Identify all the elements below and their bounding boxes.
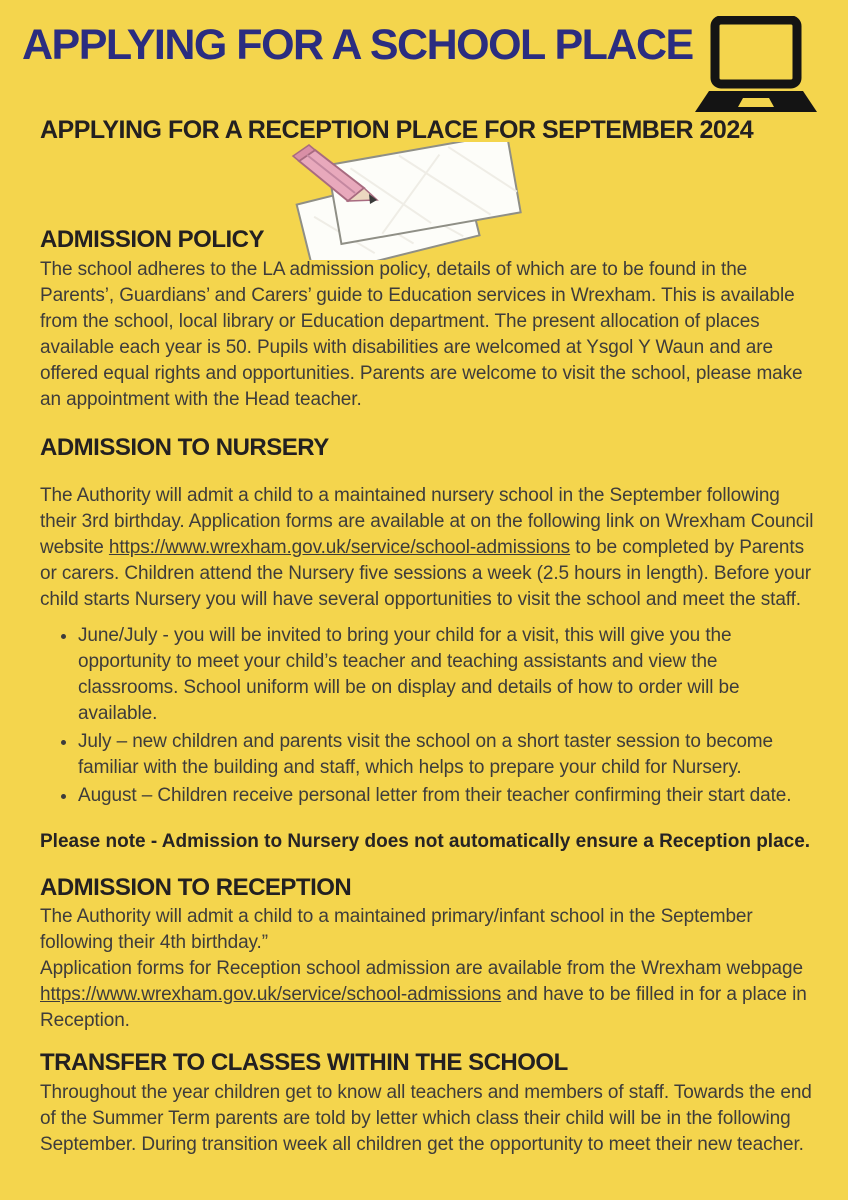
page-subtitle: APPLYING FOR A RECEPTION PLACE FOR SEPTEMBER 2024 [40, 116, 754, 144]
list-item-august: • August – Children receive personal letter from their teacher confirming their start date. [78, 783, 814, 809]
reception-text-para1: The Authority will admit a child to a maintained primary/infant school in the September following their 4th birthday.” [40, 906, 753, 954]
admission-nursery-text [40, 483, 814, 613]
nursery-visit-list [40, 623, 814, 809]
wrexham-admissions-link-2[interactable]: https://www.wrexham.gov.uk/service/school-admissions [40, 984, 502, 1006]
list-item-june-july: • June/July - you will be invited to bring your child for a visit, this will give you the opportunity to meet your child’s teacher and teaching assistants and view the classrooms. School uniform will be on display and details of how to order will be available. [78, 623, 814, 727]
transfer-classes-heading: TRANSFER TO CLASSES WITHIN THE SCHOOL [40, 1049, 568, 1077]
nursery-text-before-link: The Authority will admit a child to a maintained nursery school in the September following their 3rd birthday. Application forms are available at on the following link on Wrexham Council website [40, 485, 814, 559]
section-admission-reception [40, 875, 814, 1034]
section-transfer-classes [40, 1050, 814, 1157]
admission-reception-text [40, 904, 814, 1034]
admission-policy-heading: ADMISSION POLICY [40, 226, 265, 254]
page-title: APPLYING FOR A SCHOOL PLACE [22, 21, 693, 69]
list-item-july: • July – new children and parents visit the school on a short taster session to become familiar with the building and staff, which helps to prepare your child for Nursery. [78, 729, 814, 781]
admission-nursery-heading: ADMISSION TO NURSERY [40, 433, 329, 461]
admission-policy-text: The school adheres to the LA admission policy, details of which are to be found in the Parents’, Guardians’ and Carers’ guide to Education services in Wrexham. This is available from the school, local library or Education department. The present allocation of places available each year is 50. Pupils with disabilities are welcomed at Ysgol Y Waun and are offered equal rights and opportunities. Parents are welcome to visit the school, please make an appointment with the Head teacher. [40, 258, 803, 410]
nursery-note: Please note - Admission to Nursery does not automatically ensure a Reception place. [40, 831, 811, 853]
reception-text-after-link: and have to be filled in for a place in Reception. [40, 984, 807, 1032]
admission-reception-heading: ADMISSION TO RECEPTION [40, 874, 352, 902]
nursery-text-after-link: to be completed by Parents or carers. Children attend the Nursery five sessions a week (2.5 hours in length). Before your child starts Nursery you will have several opportunities to visit the school and meet the staff. [40, 537, 812, 611]
laptop-icon [694, 16, 818, 116]
wrexham-admissions-link[interactable]: https://www.wrexham.gov.uk/service/school-admissions [108, 537, 571, 559]
transfer-classes-text: Throughout the year children get to know all teachers and members of staff. Towards the end of the Summer Term parents are told by letter which class their child will be in the following September. During transition week all children get the opportunity to meet their new teacher. [40, 1081, 812, 1155]
section-admission-nursery [40, 435, 814, 855]
content-column [0, 117, 848, 1158]
pencil-paper-illustration [276, 142, 584, 260]
reception-text-before-link: Application forms for Reception school admission are available from the Wrexham webpage [40, 958, 803, 980]
